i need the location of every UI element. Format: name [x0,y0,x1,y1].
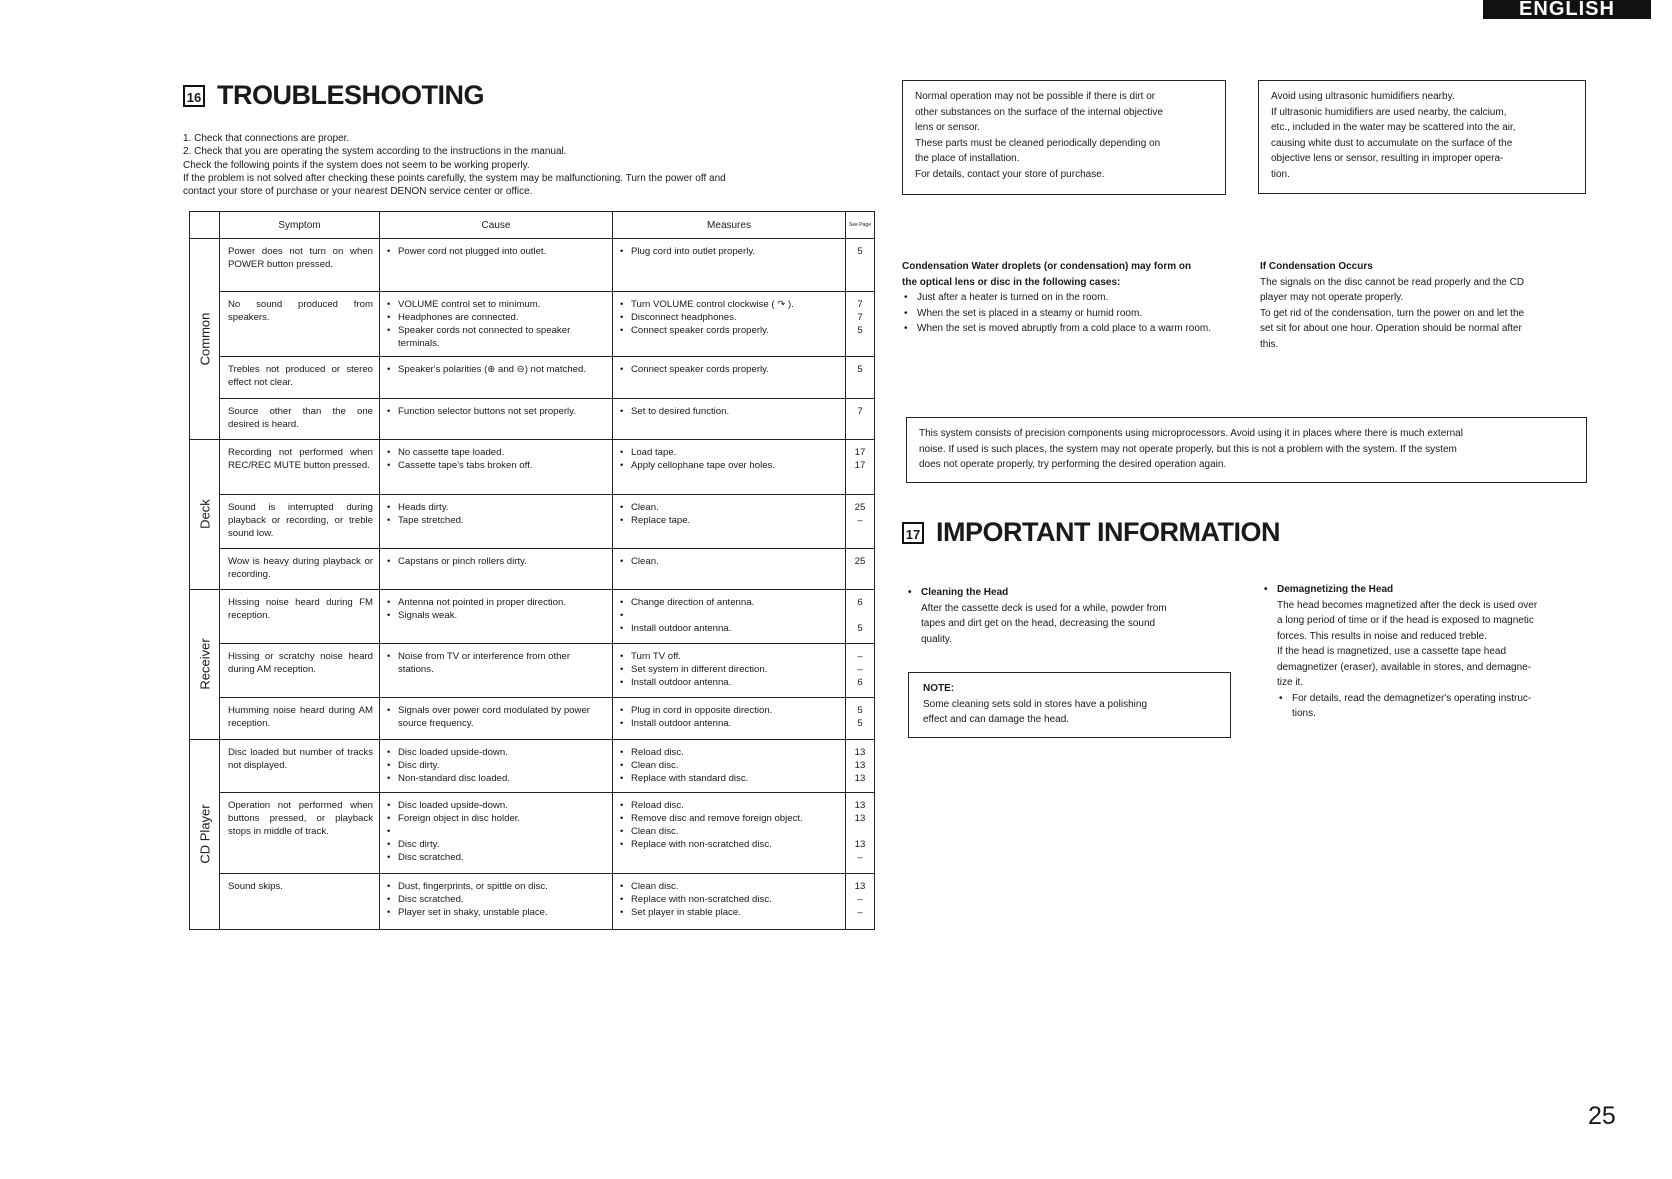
intro-line: Check the following points if the system does not seem to be working properly. [183,159,530,171]
measure-item: • Reload disc. [619,746,841,759]
table-row [190,793,875,874]
section-number: 16 [183,85,205,107]
condensation-heading: Condensation Water droplets (or condensation) may form on [902,261,1192,272]
cause-item: • Function selector buttons not set properly. [386,405,608,418]
page-number: 25 [1588,1102,1616,1130]
cause-item: • Signals over power cord modulated by power source frequency. [386,704,608,730]
cause-item: • Foreign object in disc holder. [386,812,608,825]
cause-item: • Heads dirty. [386,501,608,514]
header-symptom: Symptom [220,212,380,239]
table-row [190,356,875,398]
troubleshooting-heading [183,80,484,111]
cause-cell [380,495,613,549]
note-title: NOTE: [923,683,955,694]
symptom-cell: Disc loaded but number of tracks not displayed. [220,739,380,793]
cause-item: • Disc dirty. [386,759,608,772]
section-title: IMPORTANT INFORMATION [936,517,1280,547]
page-cell: 13 13 13 [846,739,875,793]
table-row [190,548,875,589]
page-cell: 7 [846,399,875,439]
note-box: NOTE: Some cleaning sets sold in stores have a polishing effect and can damage the head. [908,672,1231,738]
measures-cell [613,291,846,356]
cause-item: • Capstans or pinch rollers dirty. [386,555,608,568]
symptom-cell: Hissing noise heard during FM reception. [220,590,380,644]
measure-item: • Install outdoor antenna. [619,622,841,635]
measure-item: • Change direction of antenna. [619,596,841,609]
header-category [190,212,220,239]
cause-cell [380,291,613,356]
cause-item: • Disc scratched. [386,893,608,906]
symptom-cell: Power does not turn on when POWER button pressed. [220,239,380,292]
intro-line: If the problem is not solved after checking these points carefully, the system may be malfunctioning. Turn the power off and [183,172,726,184]
section-title: TROUBLESHOOTING [217,80,484,110]
condensation-occurs-section: If Condensation Occurs The signals on the disc cannot be read properly and the CD player may not operate properly. To get rid of the condensation, turn the power on and let the set sit for about one hour. Operation should be normal after this. [1260,259,1590,352]
measure-item: • Replace with non-scratched disc. [619,893,841,906]
page-cell: 5 [846,239,875,292]
cause-cell [380,356,613,398]
cause-item: • No cassette tape loaded. [386,446,608,459]
measure-item: • Connect speaker cords properly. [619,324,841,337]
cause-item: • Headphones are connected. [386,311,608,324]
symptom-cell: Sound skips. [220,874,380,930]
table-row [190,495,875,549]
table-row [190,590,875,644]
header-cause: Cause [380,212,613,239]
cause-cell [380,793,613,874]
measure-item: • Remove disc and remove foreign object. [619,812,841,825]
cause-item: • Dust, fingerprints, or spittle on disc. [386,880,608,893]
measure-item: • Replace tape. [619,514,841,527]
cleaning-head-section: • Cleaning the Head After the cassette deck is used for a while, powder from tapes and dirt get on the head, decreasing the sound quality. [906,585,1236,647]
cleaning-title: • Cleaning the Head [906,585,1236,601]
measure-item: • Set to desired function. [619,405,841,418]
page-cell: 13 13 13 – [846,793,875,874]
cause-item: • Disc loaded upside-down. [386,746,608,759]
symptom-cell: Sound is interrupted during playback or recording, or treble sound low. [220,495,380,549]
symptom-cell: Trebles not produced or stereo effect not clear. [220,356,380,398]
cause-cell [380,239,613,292]
measure-item: • Connect speaker cords properly. [619,363,841,376]
measure-item: • Set system in different direction. [619,663,841,676]
measure-item: • Clean disc. [619,880,841,893]
intro-line: 2. Check that you are operating the system according to the instructions in the manual. [183,146,567,158]
cause-item: • Disc dirty. [386,838,608,851]
table-header-row [190,212,875,239]
cause-item: • Signals weak. [386,609,608,622]
occurs-title: If Condensation Occurs [1260,261,1373,272]
list-item: • For details, read the demagnetizer's operating instruc- tions. [1277,691,1592,722]
cause-cell [380,439,613,495]
symptom-cell: Wow is heavy during playback or recording. [220,548,380,589]
category-receiver: Receiver [190,590,220,740]
table-row [190,739,875,793]
symptom-cell: Source other than the one desired is heard. [220,399,380,439]
cause-item: • Speaker's polarities (⊕ and ⊖) not matched. [386,363,608,376]
table-row [190,698,875,739]
table-row [190,874,875,930]
measure-item: • Clean. [619,555,841,568]
cause-item: • Antenna not pointed in proper direction. [386,596,608,609]
page-cell: 25 [846,548,875,589]
category-cd-player: CD Player [190,739,220,929]
cause-cell [380,874,613,930]
spacer [619,609,841,622]
microprocessor-notice-box: This system consists of precision components using microprocessors. Avoid using it in places where there is much external noise. If used is such places, the system may not operate properly, but this is not a problem with the system. If the system does not operate properly, try performing the desired operation again. [906,417,1587,483]
measures-cell [613,239,846,292]
demag-title: • Demagnetizing the Head [1262,582,1592,598]
cause-cell [380,399,613,439]
measure-item: • Install outdoor antenna. [619,717,841,730]
condensation-section [902,259,1242,337]
measures-cell [613,439,846,495]
category-common: Common [190,239,220,439]
symptom-cell: No sound produced from speakers. [220,291,380,356]
condensation-heading: the optical lens or disc in the following cases: [902,276,1121,288]
important-information-heading [902,517,1280,548]
measure-item: • Install outdoor antenna. [619,676,841,689]
measure-item: • Disconnect headphones. [619,311,841,324]
header-measures: Measures [613,212,846,239]
measure-item: • Clean disc. [619,759,841,772]
measure-item: • Plug cord into outlet properly. [619,245,841,258]
table-row [190,439,875,495]
cause-item: • Disc loaded upside-down. [386,799,608,812]
cause-item: • Tape stretched. [386,514,608,527]
measure-item: • Clean disc. [619,825,841,838]
page-cell: 5 5 [846,698,875,739]
table-row [190,291,875,356]
page-cell: 5 [846,356,875,398]
lens-notice-box: Normal operation may not be possible if there is dirt or other substances on the surface of the internal objective lens or sensor. These parts must be cleaned periodically depending on the place of installation. For details, contact your store of purchase. [902,80,1226,195]
measure-item: • Clean. [619,501,841,514]
humidifier-notice-box: Avoid using ultrasonic humidifiers nearby. If ultrasonic humidifiers are used nearby, the calcium, etc., included in the water may be scattered into the air, causing white dust to accumulate on the surface of the objective lens or sensor, resulting in improper opera- tion. [1258,80,1586,194]
table-row [190,399,875,439]
cause-cell [380,698,613,739]
page-cell: 6 5 [846,590,875,644]
cause-item: • Disc scratched. [386,851,608,864]
category-deck: Deck [190,439,220,590]
measure-item: • Reload disc. [619,799,841,812]
measures-cell [613,356,846,398]
intro-line: contact your store of purchase or your nearest DENON service center or office. [183,186,533,198]
header-page: See Page [846,212,875,239]
measure-item: • Plug in cord in opposite direction. [619,704,841,717]
measures-cell [613,643,846,698]
troubleshooting-intro [183,132,873,198]
cause-item: • Noise from TV or interference from other stations. [386,650,608,676]
page-cell: 13 – – [846,874,875,930]
page-cell: 7 7 5 [846,291,875,356]
cause-item: • VOLUME control set to minimum. [386,298,608,311]
demagnetizing-section: • Demagnetizing the Head The head becomes magnetized after the deck is used over a long period of time or if the head is exposed to magnetic forces. This results in noise and reduced treble. If the head is magnetized, use a cassette tape head demagnetizer (eraser), available in stores, and demagne- tize it. • For details, read the demagnetizer's operating instruc- tions. [1262,582,1592,722]
measures-cell [613,739,846,793]
measure-item: • Apply cellophane tape over holes. [619,459,841,472]
measure-item: • Load tape. [619,446,841,459]
troubleshooting-table [189,211,875,930]
cause-cell [380,590,613,644]
measure-item: • Replace with non-scratched disc. [619,838,841,851]
cause-item: • Cassette tape's tabs broken off. [386,459,608,472]
cause-item: • Power cord not plugged into outlet. [386,245,608,258]
measure-item: • Turn VOLUME control clockwise ( ↷ ). [619,298,841,311]
page-cell: – – 6 [846,643,875,698]
cause-cell [380,643,613,698]
list-item: • Just after a heater is turned on in the room. [902,290,1242,306]
measure-item: • Replace with standard disc. [619,772,841,785]
measures-cell [613,793,846,874]
measures-cell [613,698,846,739]
measures-cell [613,874,846,930]
section-number: 17 [902,522,924,544]
cause-cell [380,739,613,793]
symptom-cell: Hissing or scratchy noise heard during AM reception. [220,643,380,698]
page-cell: 17 17 [846,439,875,495]
measures-cell [613,495,846,549]
page-cell: 25 – [846,495,875,549]
list-item: • When the set is moved abruptly from a cold place to a warm room. [902,321,1242,337]
measures-cell [613,399,846,439]
measures-cell [613,590,846,644]
measures-cell [613,548,846,589]
table-row [190,239,875,292]
cause-item: • Non-standard disc loaded. [386,772,608,785]
measure-item: • Set player in stable place. [619,906,841,919]
table-row [190,643,875,698]
intro-line: 1. Check that connections are proper. [183,133,350,144]
symptom-cell: Recording not performed when REC/REC MUTE button pressed. [220,439,380,495]
cause-cell [380,548,613,589]
symptom-cell: Humming noise heard during AM reception. [220,698,380,739]
spacer [386,825,608,838]
measure-item: • Turn TV off. [619,650,841,663]
list-item: • When the set is placed in a steamy or humid room. [902,306,1242,322]
symptom-cell: Operation not performed when buttons pressed, or playback stops in middle of track. [220,793,380,874]
cause-item: • Player set in shaky, unstable place. [386,906,608,919]
cause-item: • Speaker cords not connected to speaker terminals. [386,324,608,350]
language-tab: ENGLISH [1483,0,1651,19]
